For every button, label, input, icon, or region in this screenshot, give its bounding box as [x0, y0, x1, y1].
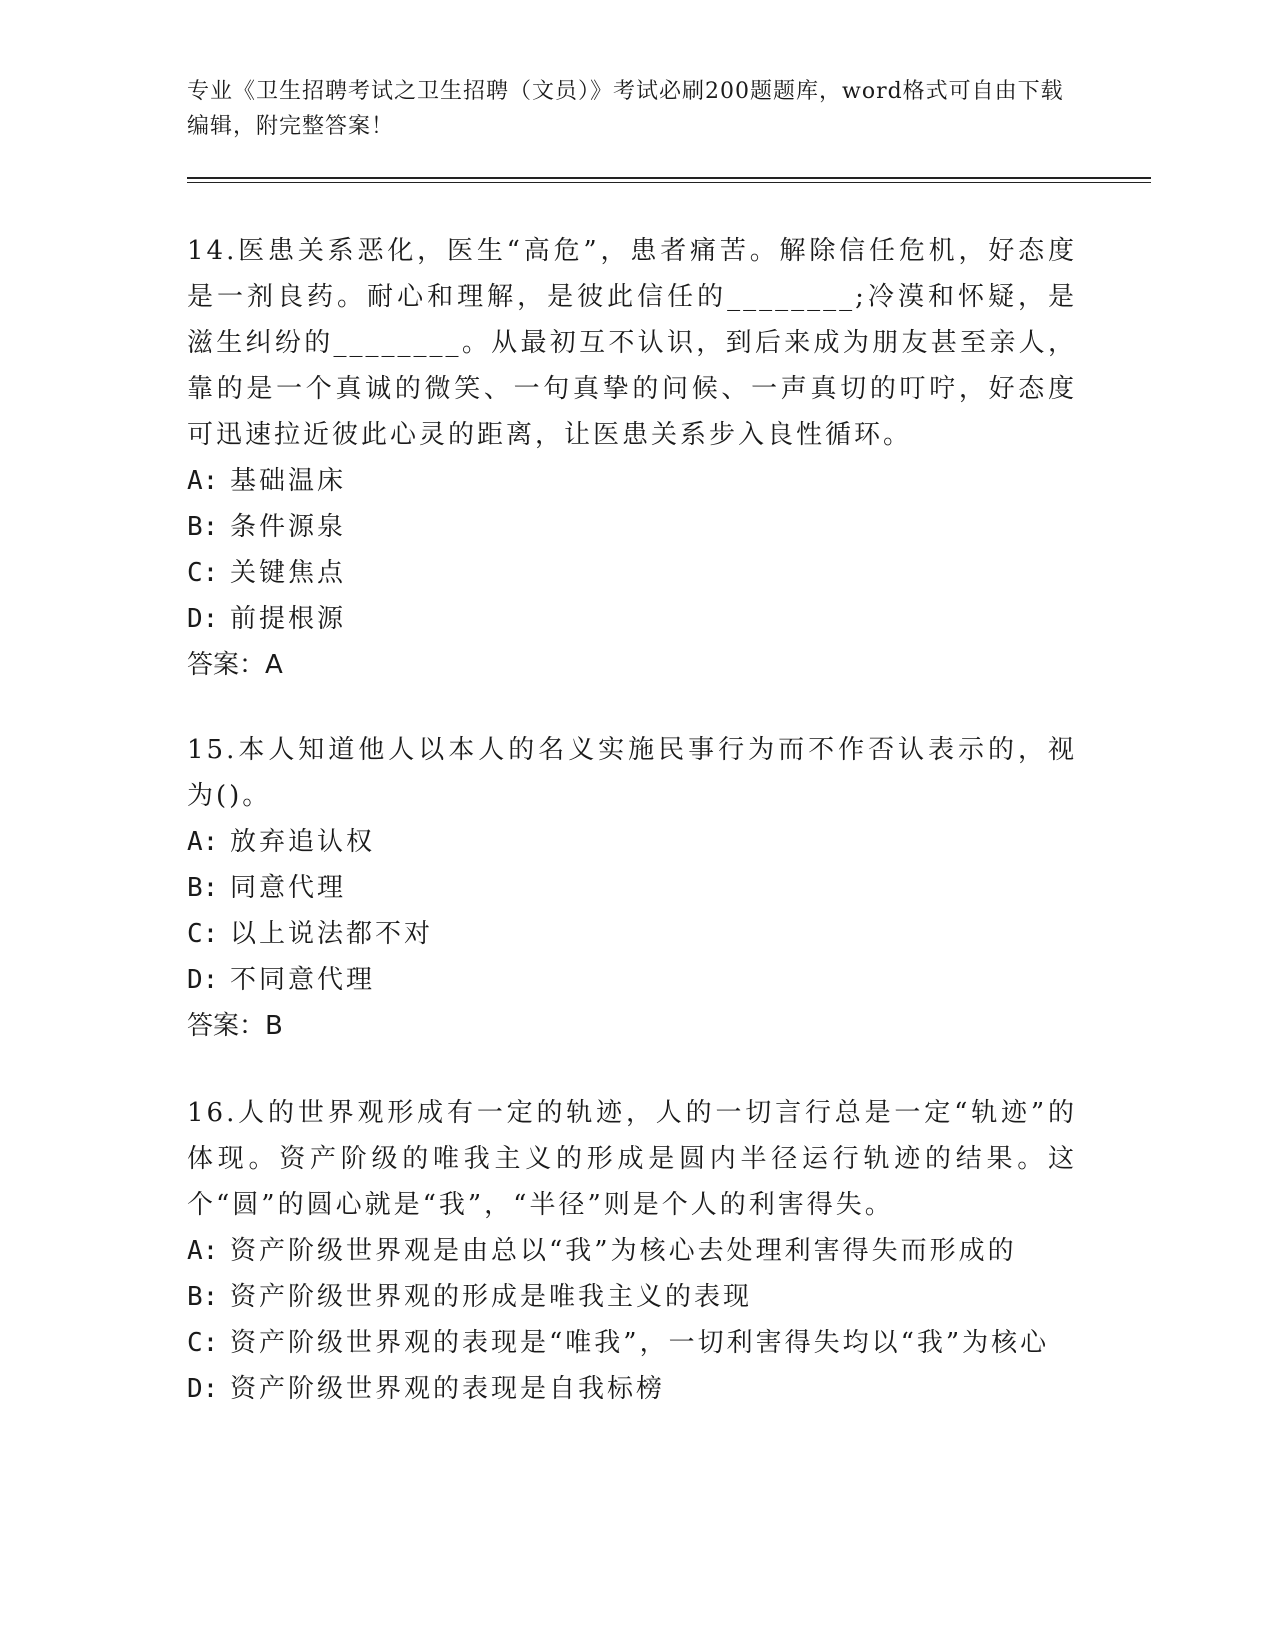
option-key: D: — [187, 965, 219, 995]
option-d — [187, 596, 1077, 642]
option-d — [187, 1366, 1077, 1412]
option-key: A: — [187, 466, 219, 496]
option-text: 关键焦点 — [230, 558, 347, 588]
option-text: 前提根源 — [230, 604, 347, 634]
option-key: A: — [187, 827, 219, 857]
option-text: 资产阶级世界观的表现是自我标榜 — [230, 1374, 666, 1404]
option-key: D: — [187, 1374, 219, 1404]
option-b — [187, 1274, 1077, 1320]
option-c — [187, 550, 1077, 596]
document-header: 专业《卫生招聘考试之卫生招聘（文员）》考试必刷200题题库，word格式可自由下载编辑，附完整答案！ — [187, 79, 1064, 139]
option-a — [187, 1228, 1077, 1274]
option-a — [187, 819, 1077, 865]
option-text: 不同意代理 — [230, 965, 376, 995]
option-text: 资产阶级世界观的形成是唯我主义的表现 — [230, 1282, 753, 1312]
option-key: A: — [187, 1236, 219, 1266]
question-stem: 15.本人知道他人以本人的名义实施民事行为而不作否认表示的，视为()。 — [187, 735, 1077, 811]
question-15 — [187, 727, 1077, 1049]
option-text: 资产阶级世界观的表现是“唯我”，一切利害得失均以“我”为核心 — [230, 1328, 1050, 1358]
option-key: B: — [187, 1282, 219, 1312]
option-text: 资产阶级世界观是由总以“我”为核心去处理利害得失而形成的 — [230, 1236, 1017, 1266]
option-d — [187, 957, 1077, 1003]
option-key: D: — [187, 604, 219, 634]
question-16 — [187, 1090, 1077, 1412]
option-a — [187, 458, 1077, 504]
question-stem: 16.人的世界观形成有一定的轨迹，人的一切言行总是一定“轨迹”的体现。资产阶级的唯我主义的形成是圆内半径运行轨迹的结果。这个“圆”的圆心就是“我”，“半径”则是个人的利害得失。 — [187, 1098, 1077, 1220]
option-c — [187, 911, 1077, 957]
option-b — [187, 865, 1077, 911]
option-key: C: — [187, 919, 219, 949]
option-text: 条件源泉 — [230, 512, 347, 542]
option-text: 放弃追认权 — [230, 827, 376, 857]
option-key: C: — [187, 558, 219, 588]
option-b — [187, 504, 1077, 550]
answer-line: 答案：A — [187, 650, 283, 680]
option-key: B: — [187, 512, 219, 542]
question-stem: 14.医患关系恶化，医生“高危”，患者痛苦。解除信任危机，好态度是一剂良药。耐心和理解，是彼此信任的________;冷漠和怀疑，是滋生纠纷的________。从最初互不认识，到后来成为朋友甚至亲人，靠的是一个真诚的微笑、一句真挚的问候、一声真切的叮咛，好态度可迅速拉近彼此心灵的距离，让医患关系步入良性循环。 — [187, 236, 1077, 450]
header-rule-thick — [187, 177, 1151, 179]
option-key: C: — [187, 1328, 219, 1358]
option-key: B: — [187, 873, 219, 903]
option-text: 基础温床 — [230, 466, 347, 496]
answer-line: 答案：B — [187, 1011, 283, 1041]
option-text: 同意代理 — [230, 873, 347, 903]
option-c — [187, 1320, 1077, 1366]
header-rule-thin — [187, 182, 1151, 183]
question-14 — [187, 228, 1077, 688]
option-text: 以上说法都不对 — [230, 919, 434, 949]
